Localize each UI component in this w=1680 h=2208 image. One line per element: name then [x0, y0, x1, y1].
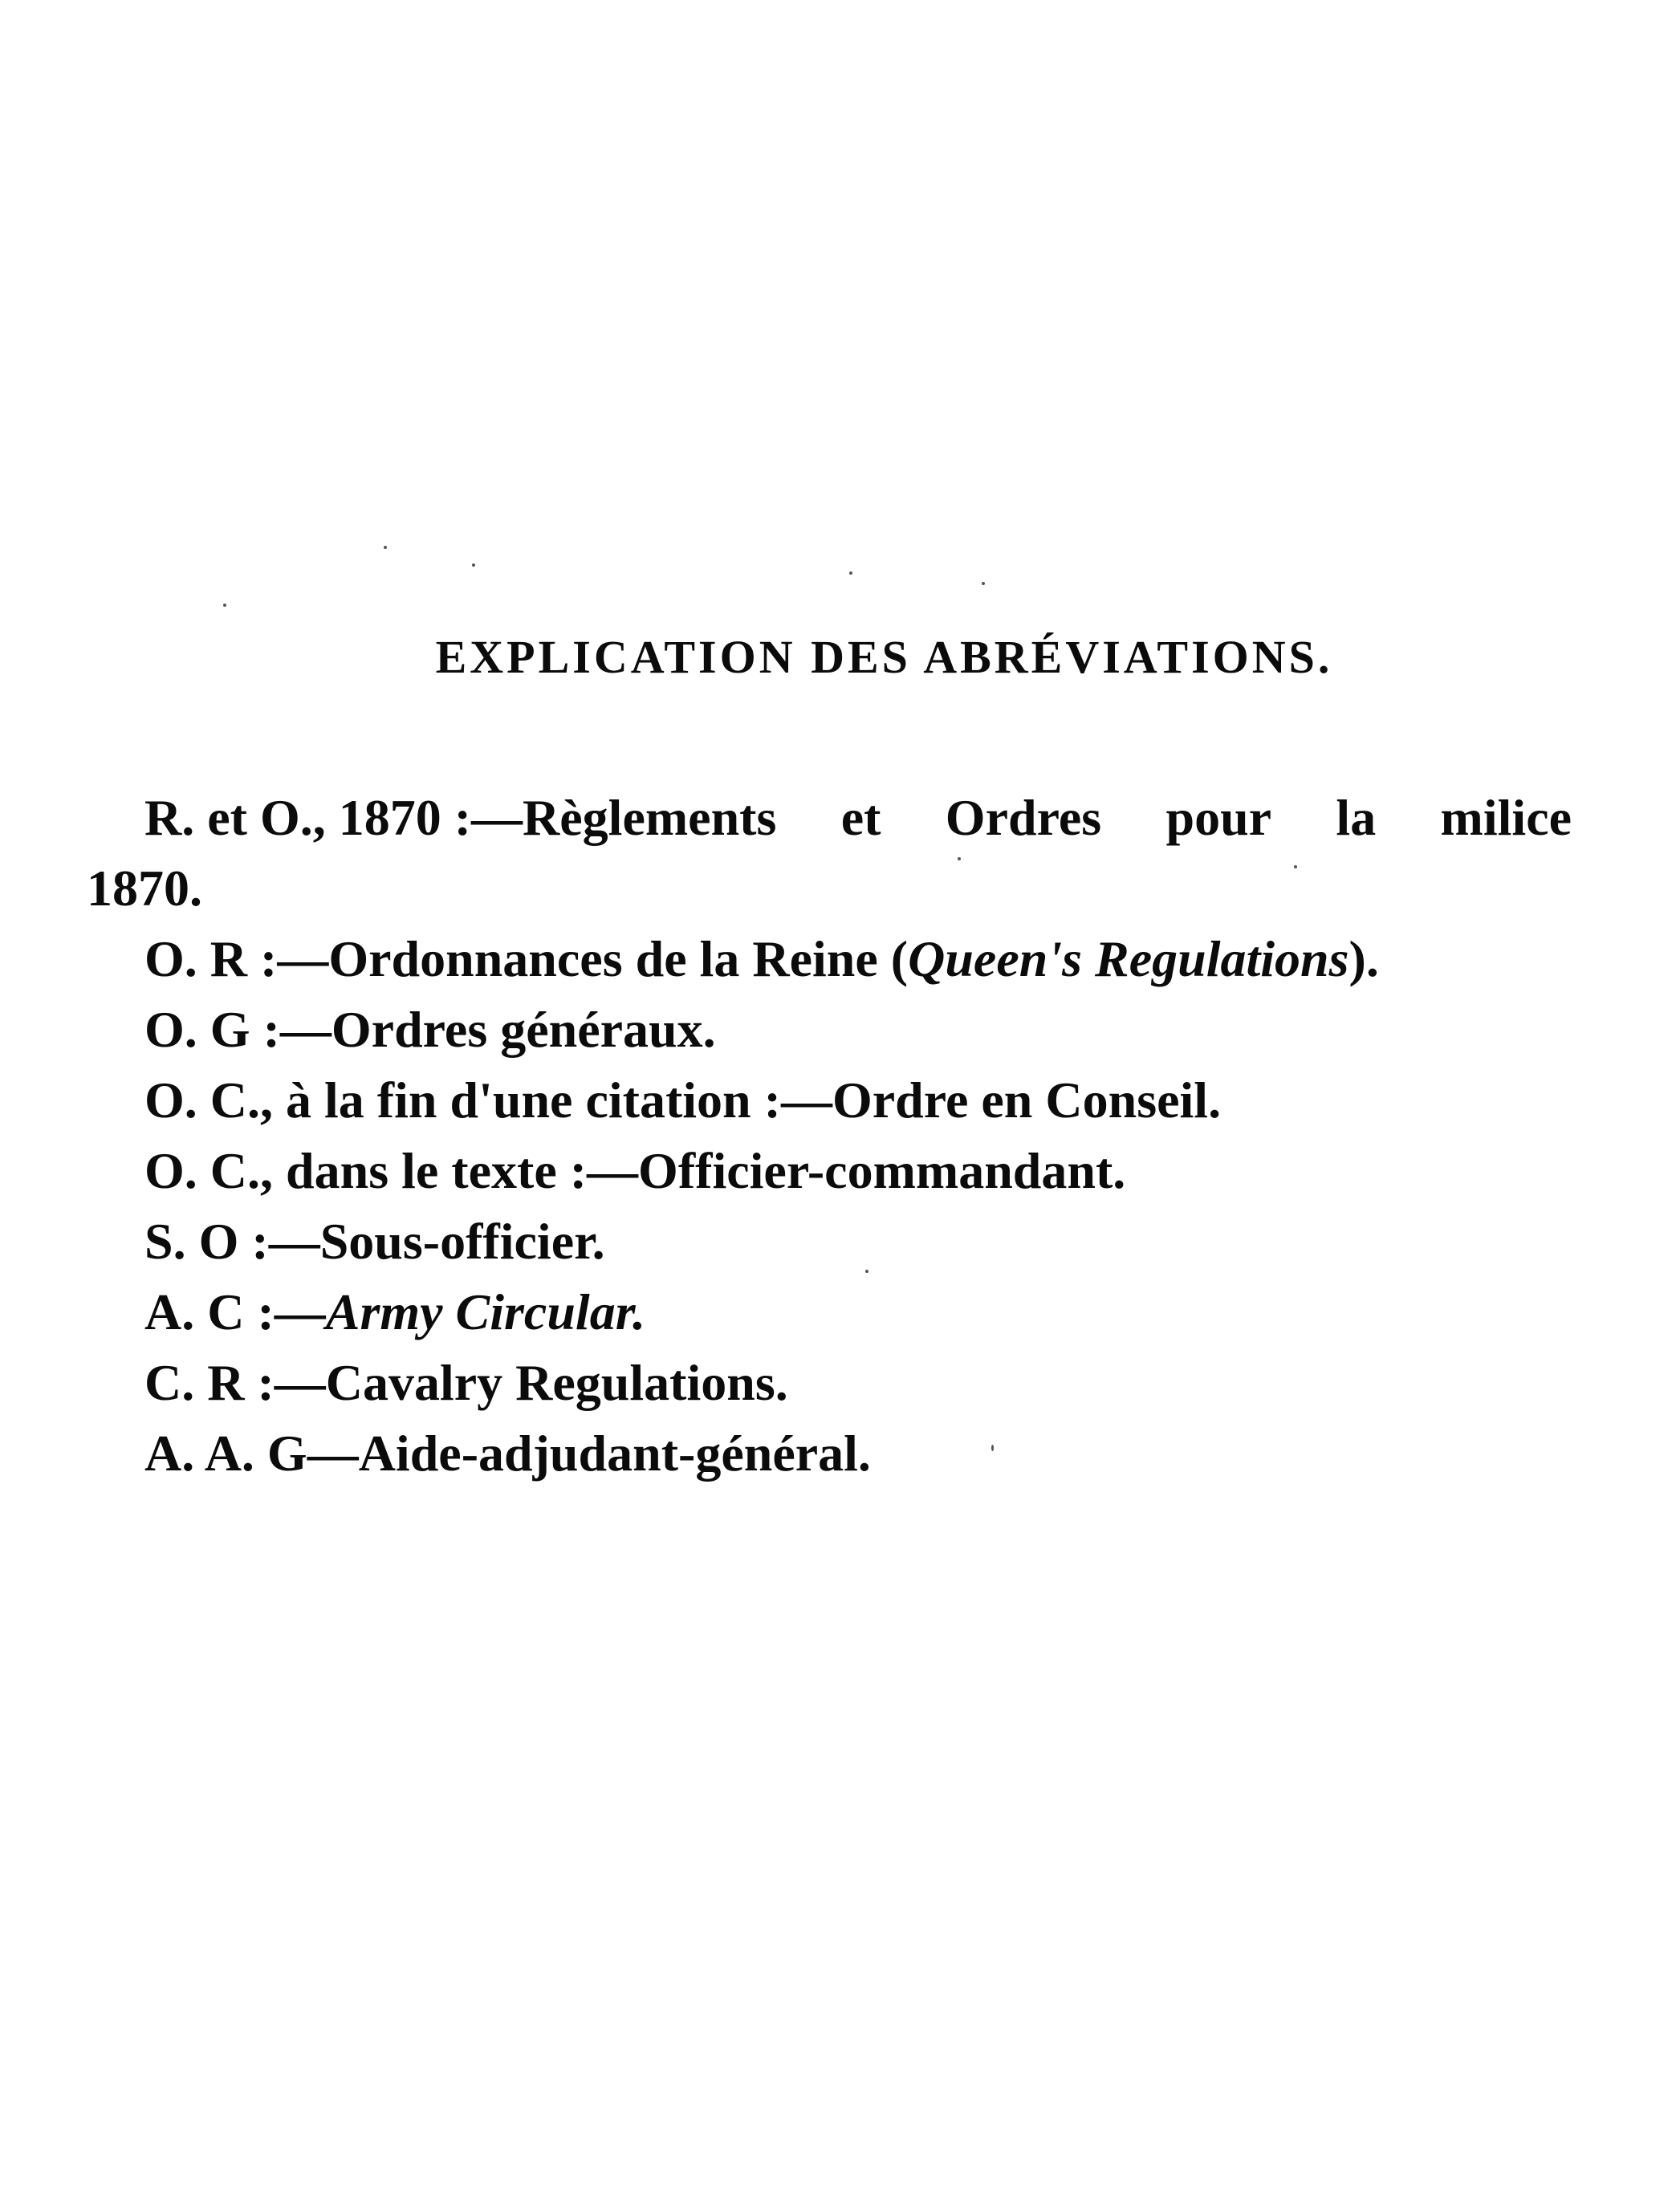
word: milice [1440, 789, 1572, 846]
abbreviation-list [87, 783, 1572, 1489]
list-item [87, 924, 1572, 994]
scan-speck [849, 571, 852, 575]
definition: Aide-adjudant-général. [358, 1425, 871, 1482]
word: R. et O., 1870 :—Règlements [144, 789, 777, 846]
abbreviation: S. O :— [144, 1213, 320, 1270]
definition: Sous-officier. [319, 1213, 605, 1270]
list-item [87, 994, 1572, 1065]
scan-speck [982, 582, 985, 585]
definition-end: ). [1348, 930, 1379, 987]
continuation-line: 1870. [87, 860, 202, 917]
abbreviation: O. R :— [144, 930, 329, 987]
word: Ordres [945, 789, 1102, 846]
definition: Officier-commandant. [638, 1142, 1126, 1199]
word: et [840, 789, 881, 846]
definition-italic: Army Circular. [325, 1283, 646, 1340]
word: la [1336, 789, 1377, 846]
scan-speck [472, 563, 475, 567]
abbreviation: A. A. G— [144, 1425, 359, 1482]
list-item [87, 1206, 1572, 1277]
definition: Ordre en Conseil. [832, 1071, 1222, 1128]
list-item [87, 783, 1572, 924]
list-item [87, 1348, 1572, 1418]
list-item [87, 1277, 1572, 1348]
definition: Ordonnances de la Reine ( [328, 930, 909, 987]
list-item [87, 1136, 1572, 1206]
page-title: EXPLICATION DES ABRÉVIATIONS. [435, 631, 1333, 683]
definition: Cavalry Regulations. [325, 1354, 788, 1411]
abbreviation: O. C., dans le texte :— [144, 1142, 639, 1199]
scan-speck [384, 546, 387, 549]
scan-speck [223, 604, 226, 607]
justified-line [87, 783, 1572, 853]
list-item [87, 1065, 1572, 1136]
definition: Ordres généraux. [331, 1001, 716, 1058]
abbreviation: O. G :— [144, 1001, 332, 1058]
word: pour [1165, 789, 1272, 846]
abbreviation: O. C., à la fin d'une citation :— [144, 1071, 832, 1128]
abbreviation: A. C :— [144, 1283, 326, 1340]
definition-italic: Queen's Regulations [908, 930, 1349, 987]
abbreviation: C. R :— [144, 1354, 326, 1411]
list-item [87, 1418, 1572, 1489]
